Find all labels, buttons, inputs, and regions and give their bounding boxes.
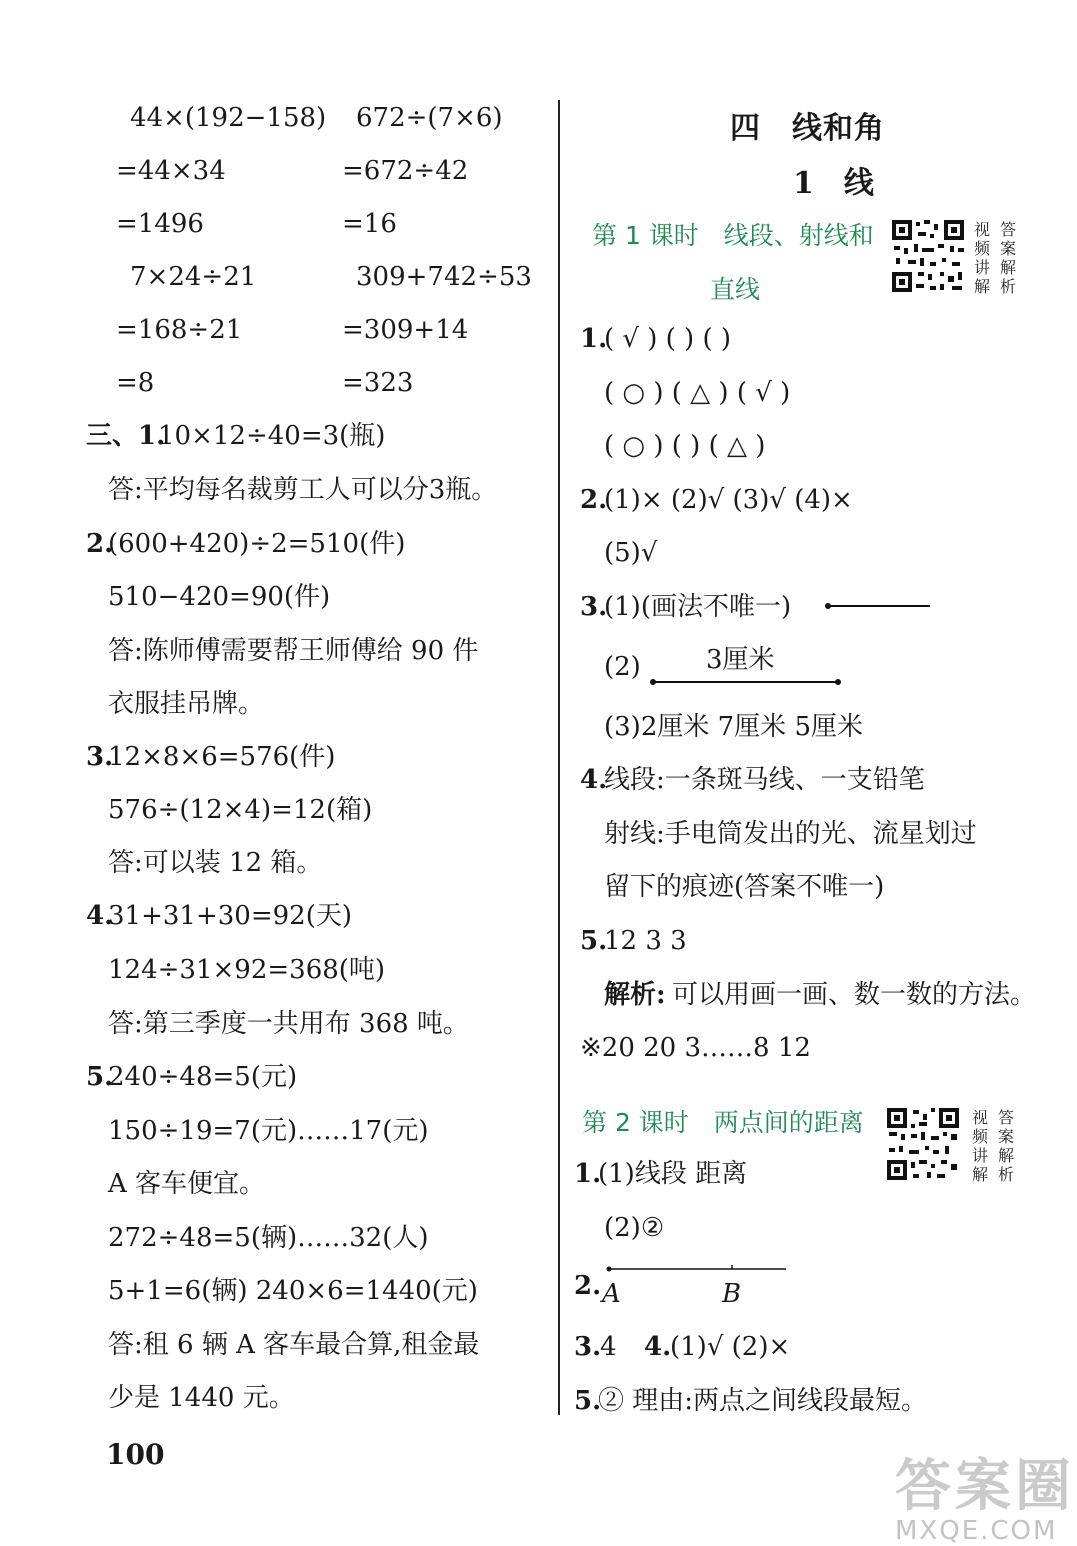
qr-caption-answer: 答 案 解 析 (1000, 220, 1017, 296)
qr-code-icon[interactable] (885, 1106, 961, 1182)
q2-number: 2. (580, 485, 608, 515)
column-divider (558, 100, 560, 1415)
watermark-text: 答案圈 (895, 1454, 1075, 1519)
qr-code-icon[interactable] (890, 218, 966, 294)
q5-analysis-label: 解析: (604, 980, 666, 1010)
section3-q3-line2: 576÷(12×4)=12(箱) (108, 795, 373, 825)
section3-q5-answer-cont: 少是 1440 元。 (108, 1383, 295, 1413)
l2-q1-line2: (2)② (604, 1213, 665, 1243)
section3-q2-number: 2. (86, 529, 114, 559)
q2-row2: (5)√ (604, 538, 658, 568)
l2-q5-answer: ② 理由:两点之间线段最短。 (598, 1386, 928, 1416)
section3-q5-answer: 答:租 6 辆 A 客车最合算,租金最 (108, 1330, 480, 1360)
q2-row1: (1)× (2)√ (3)√ (4)× (604, 485, 853, 515)
q1-row1: ( √ ) ( ) ( ) (604, 324, 732, 354)
l2-q4-number: 4. (644, 1332, 672, 1362)
q4-line2: 射线:手电筒发出的光、流星划过 (604, 819, 977, 849)
expr-3-result: =8 (116, 368, 155, 398)
expr-3-step1: =168÷21 (116, 315, 243, 345)
watermark-logo (895, 1442, 1075, 1546)
q3-part3: (3)2厘米 7厘米 5厘米 (604, 712, 863, 742)
section3-q5-number: 5. (86, 1062, 114, 1092)
section3-q2-line2: 510−420=90(件) (108, 582, 331, 612)
section3-q2-answer: 答:陈师傅需要帮王师傅给 90 件 (108, 636, 479, 666)
q4-number: 4. (580, 765, 608, 795)
point-a-label: A (602, 1279, 621, 1309)
l2-q1-number: 1. (574, 1159, 602, 1189)
section3-q1-equation: 10×12÷40=3(瓶) (158, 421, 386, 451)
segment-drawing (648, 676, 844, 688)
section3-q1-answer: 答:平均每名裁剪工人可以分3瓶。 (108, 475, 498, 505)
section3-q4-answer: 答:第三季度一共用布 368 吨。 (108, 1009, 469, 1039)
section3-q5-line3: A 客车便宜。 (108, 1169, 266, 1199)
q3-number: 3. (580, 592, 608, 622)
point-b-label: B (722, 1279, 742, 1309)
expr-2: 672÷(7×6) (356, 103, 503, 133)
q4-line1: 线段:一条斑马线、一支铅笔 (604, 765, 925, 795)
q1-number: 1. (580, 324, 608, 354)
section3-q5-line2: 150÷19=7(元)……17(元) (108, 1116, 429, 1146)
l2-q3-answer: 4 (600, 1332, 617, 1362)
q5-answer: 12 3 3 (604, 926, 687, 956)
watermark-domain: MXQE.COM (895, 1516, 1058, 1546)
expr-4-result: =323 (342, 368, 414, 398)
section3-q2-answer-cont: 衣服挂吊牌。 (108, 689, 265, 719)
segment-length-label: 3厘米 (706, 645, 775, 675)
unit-title: 四 线和角 (730, 111, 885, 146)
section3-q4-number: 4. (86, 901, 114, 931)
expr-1-result: =1496 (116, 209, 204, 239)
expr-2-step1: =672÷42 (342, 156, 469, 186)
section3-q2-line1: (600+420)÷2=510(件) (108, 529, 406, 559)
q3-part2: (2) (604, 652, 641, 682)
ray-drawing (822, 600, 932, 612)
section3-q5-line1: 240÷48=5(元) (108, 1062, 298, 1092)
q3-part1: (1)(画法不唯一) (604, 592, 792, 622)
qr-caption-video: 视 频 讲 解 (972, 1108, 989, 1184)
expr-1-step1: =44×34 (116, 156, 226, 186)
q4-line3: 留下的痕迹(答案不唯一) (604, 872, 885, 902)
l2-q4-answer: (1)√ (2)× (670, 1332, 791, 1362)
q5-analysis: 可以用画一画、数一数的方法。 (672, 980, 1037, 1010)
l2-q1-line1: (1)线段 距离 (598, 1159, 748, 1189)
expr-2-result: =16 (342, 209, 397, 239)
lesson-2-title: 第 2 课时 两点间的距离 (582, 1108, 864, 1137)
extension-answer: ※20 20 3……8 12 (580, 1033, 811, 1063)
l2-q3-number: 3. (574, 1332, 602, 1362)
section3-q1-number: 三、1. (86, 421, 166, 451)
section3-q5-line4: 272÷48=5(辆)……32(人) (108, 1223, 429, 1253)
expr-4: 309+742÷53 (356, 262, 532, 292)
expr-1: 44×(192−158) (130, 103, 327, 133)
l2-q2-number: 2. (574, 1271, 602, 1301)
distance-line-drawing (604, 1264, 790, 1274)
expr-4-step1: =309+14 (342, 315, 469, 345)
section3-q5-line5: 5+1=6(辆) 240×6=1440(元) (108, 1276, 478, 1306)
l2-q5-number: 5. (574, 1386, 602, 1416)
section3-q3-answer: 答:可以装 12 箱。 (108, 848, 323, 878)
q1-row2: ( ○ ) ( △ ) ( √ ) (604, 378, 791, 408)
expr-3: 7×24÷21 (130, 262, 257, 292)
section3-q3-number: 3. (86, 742, 114, 772)
page-number: 100 (106, 1438, 165, 1471)
lesson-1-title-cont: 直线 (710, 275, 761, 304)
section3-q4-line2: 124÷31×92=368(吨) (108, 955, 386, 985)
lesson-1-title: 第 1 课时 线段、射线和 (592, 221, 874, 250)
q5-number: 5. (580, 926, 608, 956)
q1-row3: ( ○ ) ( ) ( △ ) (604, 431, 766, 461)
qr-caption-video: 视 频 讲 解 (974, 220, 991, 296)
section3-q4-line1: 31+31+30=92(天) (108, 901, 352, 931)
section3-q3-line1: 12×8×6=576(件) (108, 742, 336, 772)
section-title: 1 线 (793, 166, 874, 201)
qr-caption-answer: 答 案 解 析 (998, 1108, 1015, 1184)
